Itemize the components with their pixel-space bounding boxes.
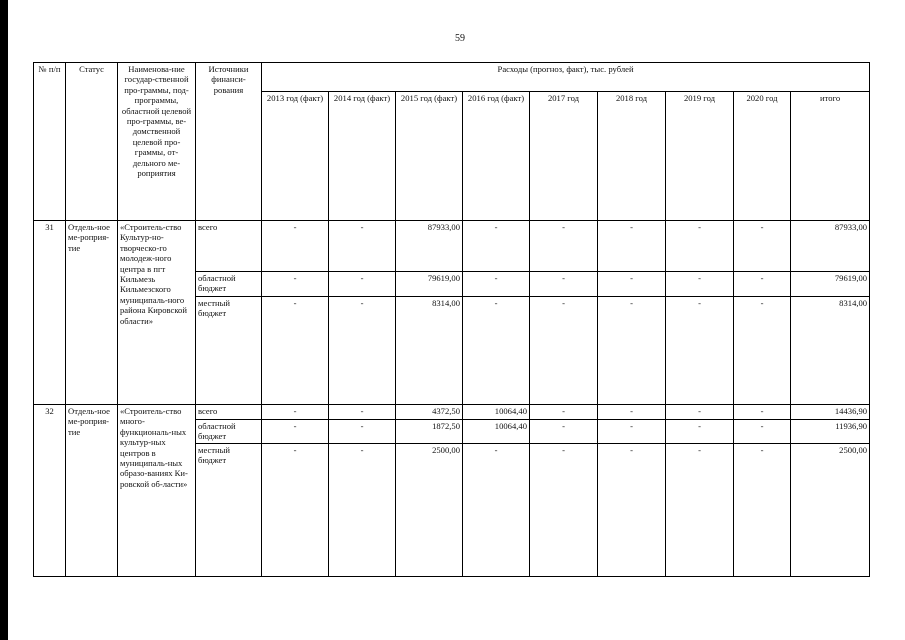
value-cell: - — [666, 444, 734, 577]
value-cell: 79619,00 — [396, 272, 463, 297]
value-cell: - — [530, 297, 598, 405]
value-cell: 2500,00 — [396, 444, 463, 577]
value-cell: - — [598, 272, 666, 297]
value-cell: - — [734, 297, 791, 405]
header-name: Наименова-ние государ-ственной про-граммы, под-программы, областной целевой про-граммы, ве-домственной целевой про-граммы, от-дельного ме-роприятия — [118, 63, 196, 221]
value-cell: 87933,00 — [396, 221, 463, 272]
table-row — [34, 405, 870, 420]
header-year: 2016 год (факт) — [463, 92, 530, 221]
value-cell: - — [666, 297, 734, 405]
row-status: Отдель-ное ме-роприя-тие — [66, 405, 118, 577]
value-cell: 10064,40 — [463, 405, 530, 420]
value-cell: - — [262, 444, 329, 577]
value-cell: - — [463, 297, 530, 405]
row-source: местный бюджет — [196, 444, 262, 577]
value-cell: 8314,00 — [396, 297, 463, 405]
value-cell: 10064,40 — [463, 420, 530, 444]
value-cell: - — [666, 221, 734, 272]
value-cell: - — [329, 297, 396, 405]
value-cell: - — [463, 221, 530, 272]
value-cell: - — [666, 420, 734, 444]
value-cell: - — [598, 405, 666, 420]
value-cell: - — [262, 297, 329, 405]
total-cell: 79619,00 — [791, 272, 870, 297]
total-cell: 2500,00 — [791, 444, 870, 577]
value-cell: - — [329, 444, 396, 577]
row-number: 32 — [34, 405, 66, 577]
row-name: «Строитель-ство Культур-но-творческо-го молодеж-ного центра в пгт Кильмезь Кильмезского муниципаль-ного района Кировской области» — [118, 221, 196, 405]
value-cell: - — [329, 272, 396, 297]
row-source: областной бюджет — [196, 420, 262, 444]
value-cell: - — [262, 420, 329, 444]
value-cell: - — [598, 297, 666, 405]
header-total: итого — [791, 92, 870, 221]
row-number: 31 — [34, 221, 66, 405]
header-status: Статус — [66, 63, 118, 221]
value-cell: - — [598, 444, 666, 577]
value-cell: - — [262, 405, 329, 420]
value-cell: - — [734, 221, 791, 272]
total-cell: 11936,90 — [791, 420, 870, 444]
header-year: 2013 год (факт) — [262, 92, 329, 221]
header-year: 2020 год — [734, 92, 791, 221]
value-cell: - — [530, 444, 598, 577]
header-year: 2018 год — [598, 92, 666, 221]
value-cell: 1872,50 — [396, 420, 463, 444]
row-status: Отдель-ное ме-роприя-тие — [66, 221, 118, 405]
value-cell: - — [734, 272, 791, 297]
value-cell: - — [530, 405, 598, 420]
value-cell: - — [329, 420, 396, 444]
value-cell: 4372,50 — [396, 405, 463, 420]
header-year: 2019 год — [666, 92, 734, 221]
header-year: 2014 год (факт) — [329, 92, 396, 221]
value-cell: - — [463, 272, 530, 297]
total-cell: 87933,00 — [791, 221, 870, 272]
header-num: № п/п — [34, 63, 66, 221]
header-year: 2015 год (факт) — [396, 92, 463, 221]
expenses-table — [33, 62, 870, 577]
value-cell: - — [530, 420, 598, 444]
total-cell: 8314,00 — [791, 297, 870, 405]
total-cell: 14436,90 — [791, 405, 870, 420]
value-cell: - — [530, 272, 598, 297]
table-row — [34, 221, 870, 272]
value-cell: - — [734, 420, 791, 444]
row-source: областной бюджет — [196, 272, 262, 297]
value-cell: - — [734, 444, 791, 577]
value-cell: - — [329, 405, 396, 420]
value-cell: - — [329, 221, 396, 272]
value-cell: - — [598, 221, 666, 272]
scan-edge-bar — [0, 0, 8, 640]
value-cell: - — [262, 221, 329, 272]
page-number: 59 — [455, 33, 465, 44]
row-source: всего — [196, 405, 262, 420]
row-source: всего — [196, 221, 262, 272]
value-cell: - — [734, 405, 791, 420]
value-cell: - — [666, 272, 734, 297]
value-cell: - — [666, 405, 734, 420]
header-source: Источники финанси-рования — [196, 63, 262, 221]
row-source: местный бюджет — [196, 297, 262, 405]
value-cell: - — [262, 272, 329, 297]
header-row-1 — [34, 63, 870, 92]
row-name: «Строитель-ство много-функциональ-ных культур-ных центров в муниципаль-ных образо-ваниях Ки-ровской об-ласти» — [118, 405, 196, 577]
header-expenses: Расходы (прогноз, факт), тыс. рублей — [262, 63, 870, 92]
value-cell: - — [463, 444, 530, 577]
value-cell: - — [598, 420, 666, 444]
header-year: 2017 год — [530, 92, 598, 221]
value-cell: - — [530, 221, 598, 272]
